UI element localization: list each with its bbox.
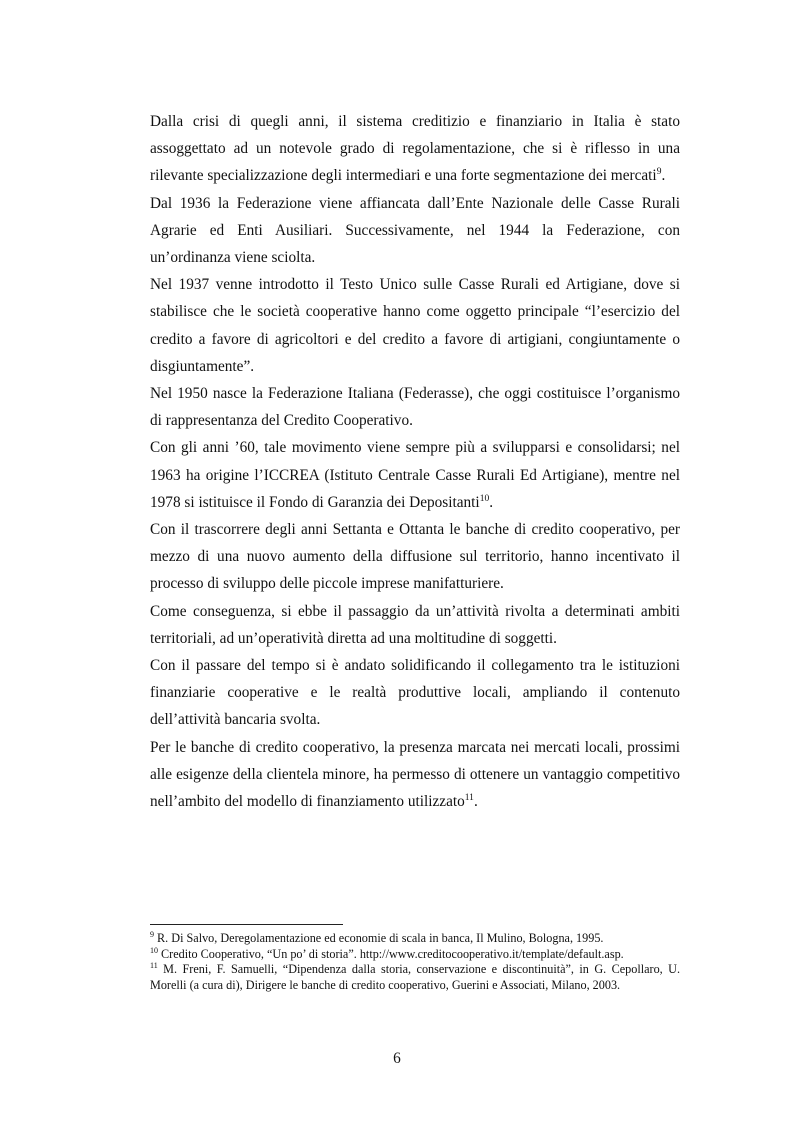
page-body [150,108,680,815]
footnote-ref-9: 9 [656,167,662,178]
paragraph-5: Con gli anni ’60, tale movimento viene sempre più a svilupparsi e consolidarsi; nel 1963 ha origine l’ICCREA (Istituto Centrale Casse Rurali Ed Artigiane), mentre nel 1978 si istituisce il Fondo di Garanzia dei Depositanti$^{10}$. [150,439,680,511]
paragraph-6: Con il trascorrere degli anni Settanta e Ottanta le banche di credito cooperativo, per mezzo di una nuovo aumento della diffusione sul territorio, hanno incentivato il processo di sviluppo delle piccole imprese manifatturiere. [150,521,680,593]
footnotes [150,931,680,993]
footnote-number: 11 [150,961,158,971]
footnote-ref-10: 10 [479,493,490,504]
paragraph-8: Con il passare del tempo si è andato solidificando il collegamento tra le istituzioni finanziarie cooperative e le realtà produttive locali, ampliando il contenuto dell’attività bancaria svolta. [150,657,680,729]
paragraph-2: Dal 1936 la Federazione viene affiancata dall’Ente Nazionale delle Casse Rurali Agrarie ed Enti Ausiliari. Successivamente, nel 1944 la Federazione, con un’ordinanza viene sciolta. [150,194,680,267]
paragraph-9: Per le banche di credito cooperativo, la presenza marcata nei mercati locali, prossimi alle esigenze della clientela minore, ha permesso di ottenere un vantaggio competitivo nell’ambito del modello di finanziamento utilizzato$^{11}$. [150,738,680,811]
footnote-11: $^{11}$ M. Freni, F. Samuelli, “Dipendenza dalla storia, conservazione e discontinuità”, in G. Cepollaro, U. Morelli (a cura di), Dirigere le banche di credito cooperativo, Guerini e Associati, Milano, 2003. [150,961,680,992]
footnote-ref-11: 11 [464,792,474,803]
footnote-separator [150,924,343,925]
footnote-number: 10 [150,945,158,955]
page-number: 6 [393,1050,401,1067]
paragraph-3: Nel 1937 venne introdotto il Testo Unico sulle Casse Rurali ed Artigiane, dove si stabilisce che le società cooperative hanno come oggetto principale “l’esercizio del credito a favore di agricoltori e del credito a favore di artigiani, congiuntamente o disgiuntamente”. [150,276,680,375]
paragraph-7: Come conseguenza, si ebbe il passaggio da un’attività rivolta a determinati ambiti territoriali, ad un’operatività diretta ad una moltitudine di soggetti. [150,602,680,647]
footnote-number: 9 [150,929,154,939]
paragraph-1: Dalla crisi di quegli anni, il sistema creditizio e finanziario in Italia è stato assoggettato ad un notevole grado di regolamentazione, che si è riflesso in una rilevante specializzazione degli intermediari e una forte segmentazione dei mercati$^9$. [150,113,680,185]
paragraph-4: Nel 1950 nasce la Federazione Italiana (Federasse), che oggi costituisce l’organismo di rappresentanza del Credito Cooperativo. [150,385,680,430]
footnote-9: $^9$ R. Di Salvo, Deregolamentazione ed economie di scala in banca, Il Mulino, Bologna, 1995. [150,929,604,945]
footnote-10: $^{10}$ Credito Cooperativo, “Un po’ di storia”. http://www.creditocooperativo.it/template/default.asp. [150,945,624,961]
